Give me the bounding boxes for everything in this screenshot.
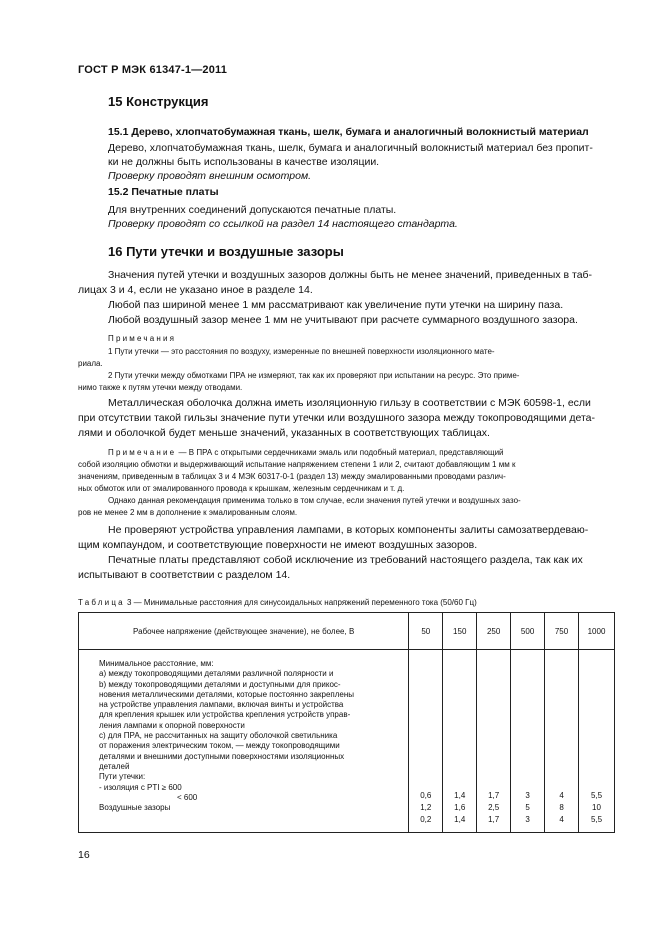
table-head-1000: 1000 [579,613,615,650]
table-line: < 600 [177,792,198,802]
note-1-l2: риала. [78,359,103,368]
section-16-p3: Любой воздушный зазор менее 1 мм не учитывают при расчете суммарного воздушного зазора. [108,314,578,326]
table-line: a) между токопроводящими деталями различной полярности и [99,669,334,679]
value-pti-lt-600: 1,6 [454,803,466,812]
table-line: ления лампами к опорной поверхности [99,720,245,730]
value-pti-lt-600: 8 [559,803,564,812]
table-head-50: 50 [409,613,443,650]
note-2-l2: нимо также к путям утечки между отводами. [78,383,243,392]
table-line: Воздушные зазоры [99,803,171,813]
section-16-p5-l1: Не проверяют устройства управления лампами, в которых компоненты залиты самозатвердеваю- [108,524,589,536]
table-col-250 [477,650,511,833]
value-pti-ge-600: 1,4 [454,791,466,800]
note-2-l1: 2 Пути утечки между обмотками ПРА не измеряют, так как их проверяют при испытании на ресурс. Это приме- [108,371,520,380]
value-air: 3 [525,815,530,824]
table-line: Пути утечки: [99,772,146,782]
table-head-750: 750 [545,613,579,650]
section-16-p4-l3: лями и оболочкой будет меньше значений, указанных в соответствующих таблицах. [78,427,490,439]
table-head-500: 500 [511,613,545,650]
page-number: 16 [78,849,90,861]
note-3-l3: значениям, приведенным в таблицах 3 и 4 МЭК 60317-0-1 (раздел 13) между эмалированными проводами различ- [78,472,506,481]
note-3-l2: собой изоляцию обмотки и выдерживающий испытание напряжением степени 1 или 2, считают добавляющим 1 мм к [78,460,516,469]
section-16-p4-l1: Металлическая оболочка должна иметь изоляционную гильзу в соответствии с МЭК 60598-1, если [108,397,591,409]
value-air: 1,7 [488,815,500,824]
table-caption [78,597,477,609]
section-15-2-title: 15.2 Печатные платы [108,186,219,198]
note-3-text: — В ПРА с открытыми сердечниками эмаль или подобный материал, представляющий [176,448,504,457]
value-pti-ge-600: 1,7 [488,791,500,800]
value-pti-ge-600: 3 [525,791,530,800]
table-line: c) для ПРА, не рассчитанных на защиту оболочкой светильника [99,731,338,741]
table-line: на устройстве управления лампами, включая винты и устройства [99,700,344,710]
table-head-voltage: Рабочее напряжение (действующее значение), не более, В [79,613,409,650]
table-caption-text: 3 — Минимальные расстояния для синусоидальных напряжений переменного тока (50/60 Гц) [124,598,477,607]
table-col-150 [443,650,477,833]
section-16-p1-l2: лицах 3 и 4, если не указано иное в разделе 14. [78,284,313,296]
note-3-l1 [108,447,504,459]
table-col-500 [511,650,545,833]
table-head-250: 250 [477,613,511,650]
section-15-2-check: Проверку проводят со ссылкой на раздел 14 настоящего стандарта. [108,218,458,230]
value-pti-lt-600: 2,5 [488,803,500,812]
distance-table [78,612,615,833]
value-pti-lt-600: 5 [525,803,530,812]
table-line: деталей [99,761,130,771]
table-head-150: 150 [443,613,477,650]
section-16-title: 16 Пути утечки и воздушные зазоры [108,244,344,259]
table-col-50 [409,650,443,833]
document-header: ГОСТ Р МЭК 61347-1—2011 [78,64,228,76]
table-body-desc [79,650,409,833]
value-pti-ge-600: 0,6 [420,791,432,800]
table-line: для крепления крышек или устройства крепления устройств управ- [99,710,351,720]
table-line: b) между токопроводящими деталями и доступными для прикос- [99,679,341,689]
note-3-label: Примечание [108,448,177,457]
section-15-1-text-l1: Дерево, хлопчатобумажная ткань, шелк, бумага и аналогичный волокнистый материал без пропит- [108,142,593,154]
value-air: 5,5 [590,815,603,824]
note-3-l6: ров не менее 2 мм в дополнение к эмалированным слоям. [78,508,298,517]
value-air: 1,4 [454,815,466,824]
section-15-1-title: 15.1 Дерево, хлопчатобумажная ткань, шелк, бумага и аналогичный волокнистый материал [108,126,589,138]
table-line: новения металлическими деталями, которые постоянно закреплены [99,689,355,699]
section-16-p6-l2: испытывают в соответствии с разделом 14. [78,569,291,581]
section-15-title: 15 Конструкция [108,94,209,109]
value-pti-lt-600: 10 [592,803,601,812]
section-15-1-check: Проверку проводят внешним осмотром. [108,170,312,182]
note-3-l5: Однако данная рекомендация применима только в том случае, если значения путей утечки и воздушных зазо- [108,496,521,505]
value-pti-lt-600: 1,2 [420,803,432,812]
table-col-750 [545,650,579,833]
section-15-1-text-l2: ки не должны быть использованы в качестве изоляции. [108,156,380,168]
value-pti-ge-600: 4 [559,791,564,800]
section-16-p5-l2: щим компаундом, и соответствующие поверхности не имеют воздушных зазоров. [78,539,478,551]
section-16-p1-l1: Значения путей утечки и воздушных зазоров должны быть не менее значений, приведенных в таб- [108,269,593,281]
note-1-l1: 1 Пути утечки — это расстояния по воздуху, измеренные по внешней поверхности изоляционного мате- [108,347,495,356]
value-air: 0,2 [420,815,432,824]
table-col-1000 [579,650,615,833]
value-air: 4 [559,815,564,824]
value-pti-ge-600: 5,5 [590,791,603,800]
section-15-2-text: Для внутренних соединений допускаются печатные платы. [108,204,397,216]
table-line: от поражения электрическим током, — между токопроводящими [99,741,340,751]
table-line: Минимальное расстояние, мм: [99,659,214,668]
table-caption-label: Таблица [78,598,125,607]
section-16-p4-l2: при отсутствии такой гильзы значение пути утечки или воздушного зазора между токопроводящими дета- [78,412,596,424]
section-16-p2: Любой паз шириной менее 1 мм рассматривают как увеличение пути утечки на ширину паза. [108,299,564,311]
section-16-p6-l1: Печатные платы представляют собой исключение из требований настоящего раздела, так как их [108,554,583,566]
table-line: - изоляция с PTI ≥ 600 [99,782,182,792]
notes-heading: Примечания [108,334,177,343]
note-3-l4: ных обмоток или от эмалированного провода к крышкам, железным сердечникам и т. д. [78,484,405,493]
table-line: деталями и внешними доступными поверхностями изоляционных [99,751,345,761]
